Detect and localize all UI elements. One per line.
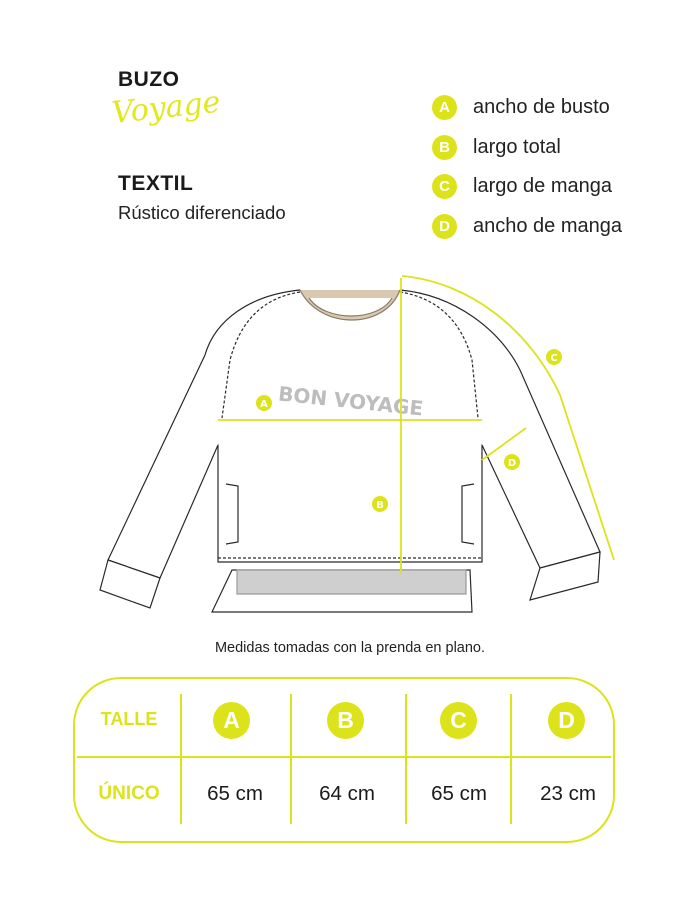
print-text: BON VOYAGE [277, 381, 425, 421]
measurement-legend [432, 88, 692, 246]
size-label: ÚNICO [98, 783, 160, 804]
back-hem-shade [237, 570, 466, 594]
table-cell-b: 64 cm [319, 782, 375, 805]
product-name-script: Voyage [110, 84, 222, 131]
legend-label: ancho de busto [473, 96, 610, 119]
legend-label: ancho de manga [473, 214, 623, 237]
garment-outline [100, 290, 600, 612]
sweatshirt-illustration [0, 260, 700, 630]
table-cell-c: 65 cm [431, 782, 487, 805]
legend-item-c [432, 167, 692, 207]
table-header-label: TALLE [100, 709, 158, 729]
marker-c-label: C [550, 353, 558, 364]
table-cell-d: 23 cm [540, 782, 596, 805]
table-row-divider [77, 756, 611, 758]
column-c-badge: C [440, 702, 477, 739]
measurement-note: Medidas tomadas con la prenda en plano. [214, 640, 486, 656]
letter-c-badge: C [432, 174, 457, 199]
table-cell-a: 65 cm [207, 782, 263, 805]
column-a-badge: A [213, 702, 250, 739]
letter-a-badge: A [432, 95, 457, 120]
letter-d-badge: D [432, 214, 457, 239]
legend-item-d [432, 207, 692, 247]
column-b-badge: B [327, 702, 364, 739]
marker-d-label: D [507, 458, 517, 469]
fabric-value: Rústico diferenciado [118, 202, 286, 223]
marker-a-label: A [260, 399, 268, 410]
legend-item-a [432, 88, 692, 128]
marker-b-label: B [376, 500, 384, 511]
legend-item-b [432, 128, 692, 168]
letter-b-badge: B [432, 135, 457, 160]
legend-label: largo de manga [473, 175, 612, 198]
fabric-heading: TEXTIL [118, 172, 194, 195]
product-type-label: BUZO [118, 68, 180, 91]
legend-label: largo total [473, 135, 561, 158]
column-d-badge: D [548, 702, 585, 739]
